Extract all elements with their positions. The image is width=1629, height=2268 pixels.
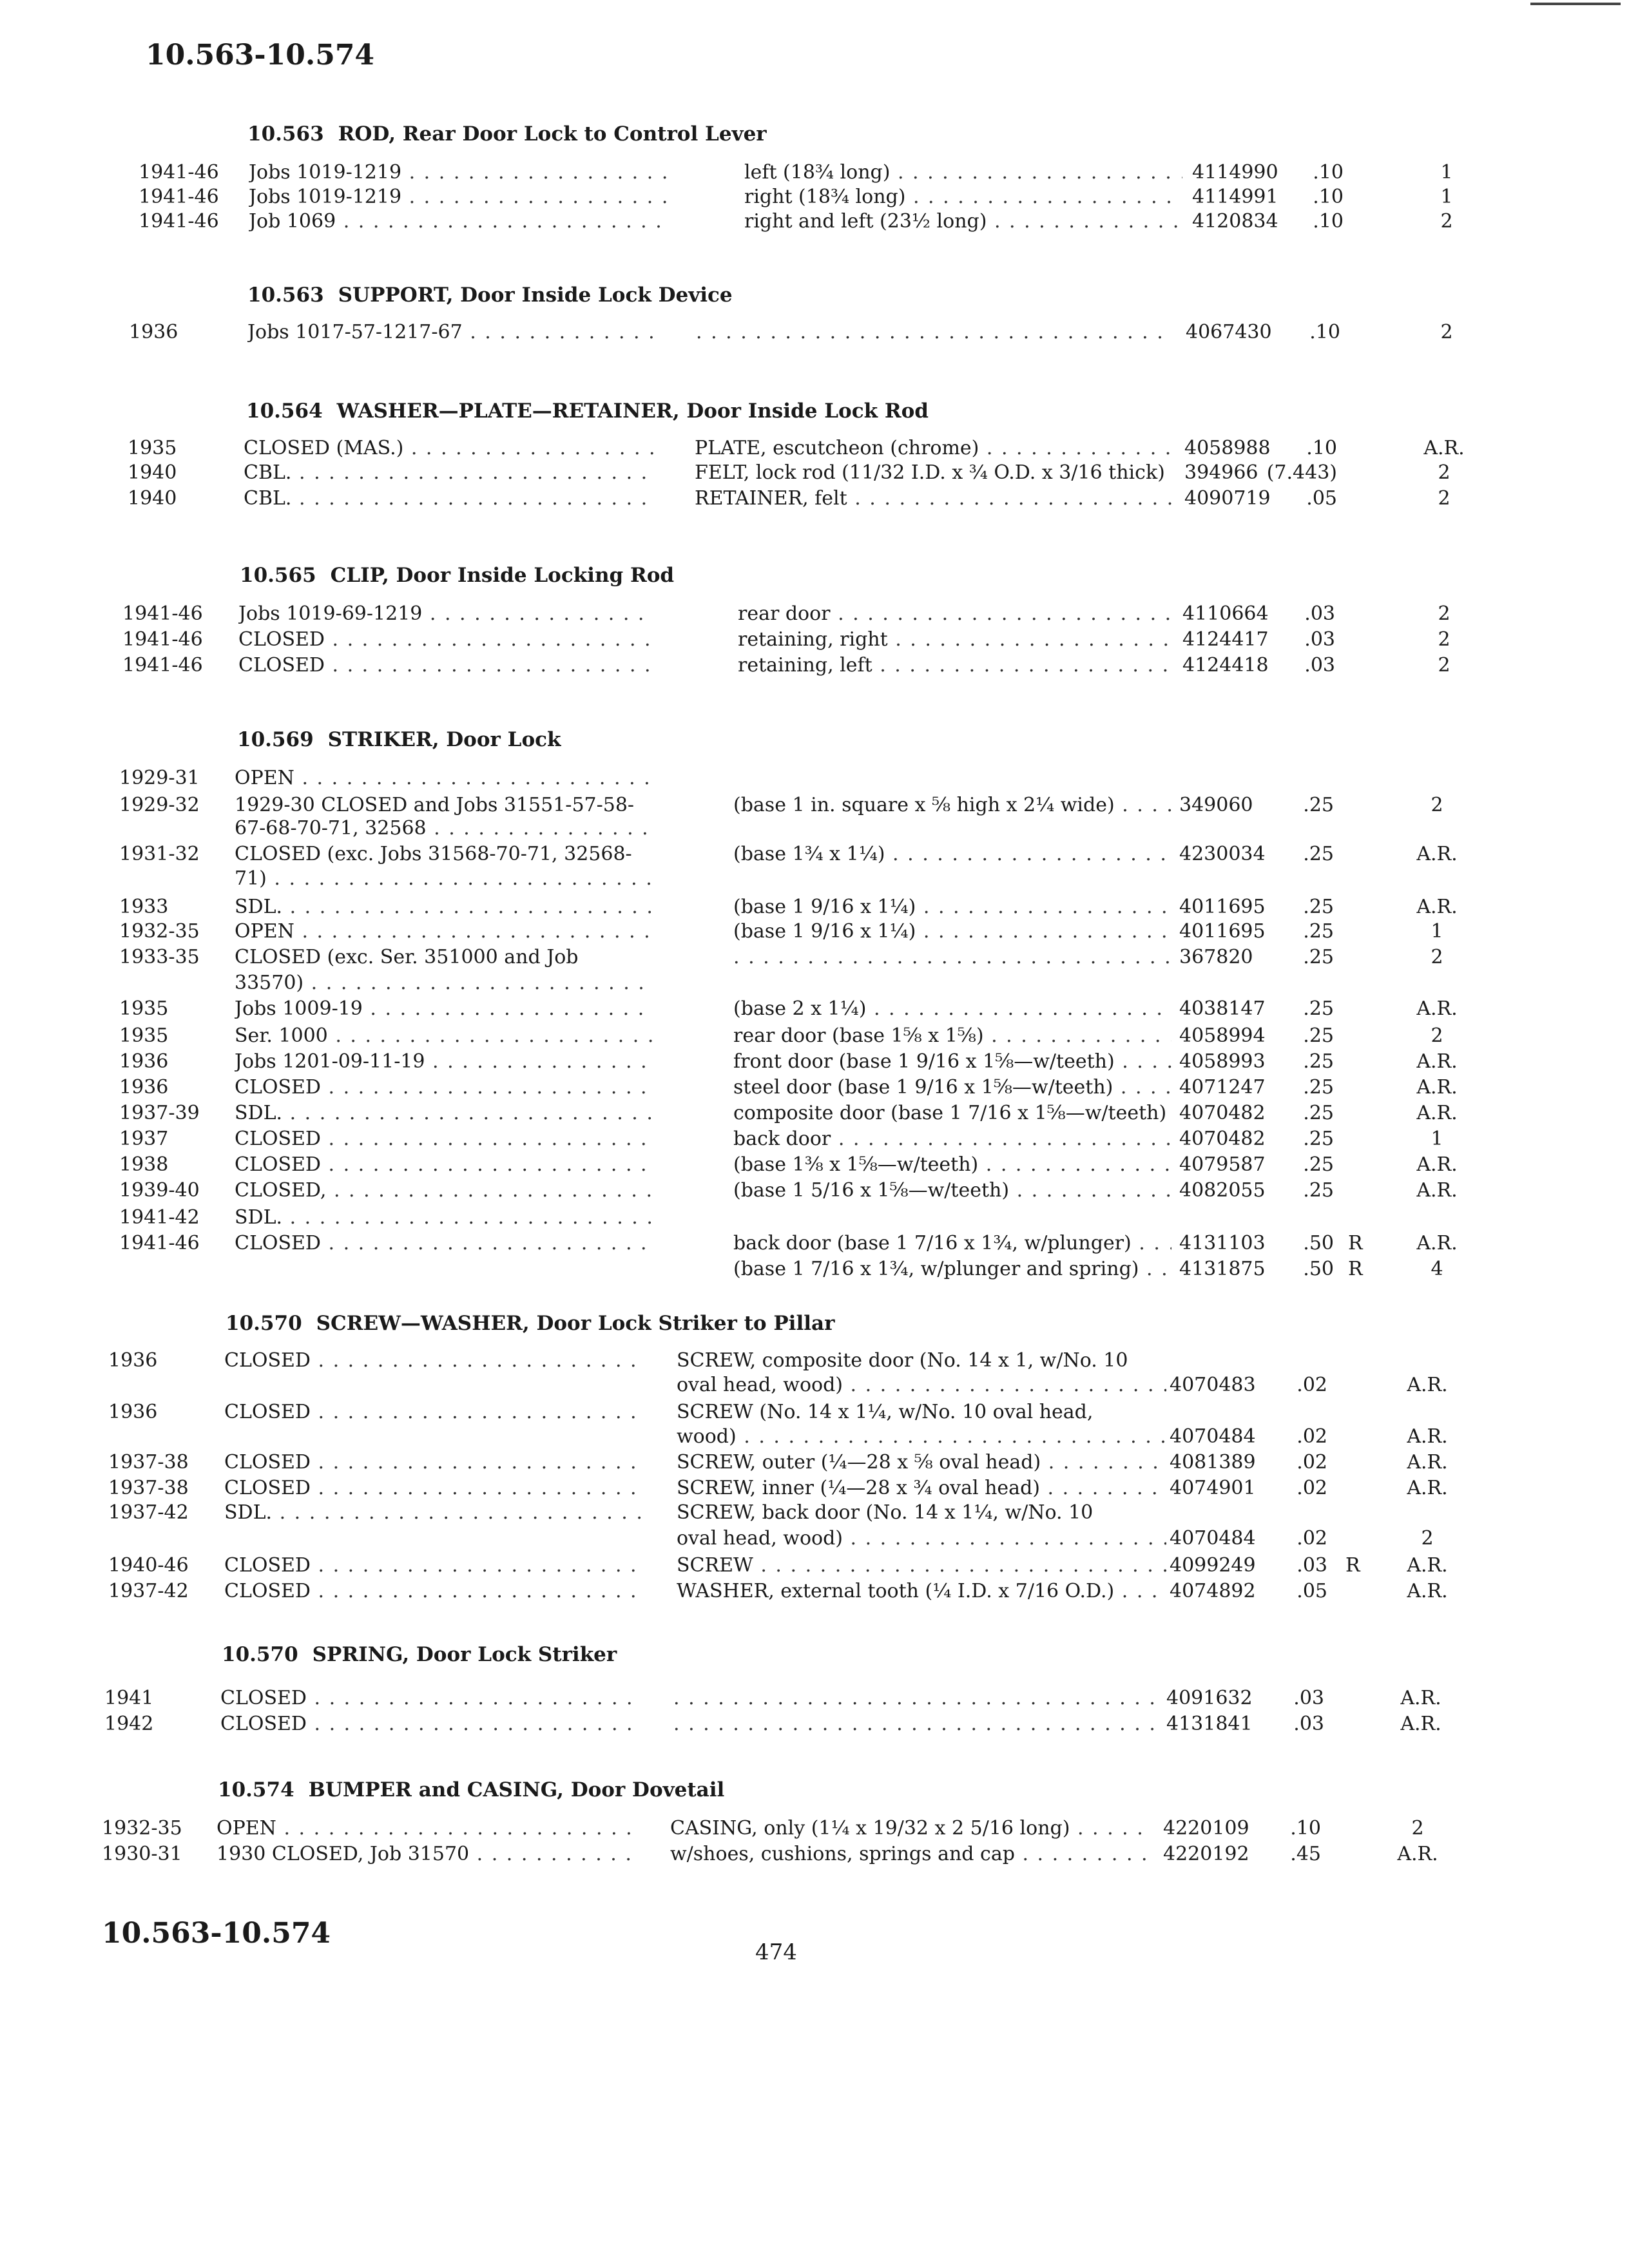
list-price: .02 bbox=[1296, 1425, 1327, 1448]
application: CLOSED (exc. Jobs 31568-70-71, 32568- bbox=[235, 843, 632, 865]
part-number: 4124417 bbox=[1182, 628, 1269, 651]
catalog-row bbox=[0, 1554, 1629, 1580]
application: Jobs 1019-1219 . . . bbox=[249, 161, 668, 184]
description bbox=[696, 321, 1173, 343]
part-number: 4131103 bbox=[1179, 1232, 1266, 1254]
list-price: (7.443) bbox=[1266, 461, 1337, 484]
list-price: .10 bbox=[1309, 321, 1340, 343]
list-price: .03 bbox=[1304, 654, 1335, 677]
quantity: 2 bbox=[1438, 487, 1451, 510]
quantity: 2 bbox=[1438, 628, 1451, 651]
model-year: 1941-46 bbox=[139, 161, 219, 184]
model-year: 1932-35 bbox=[102, 1817, 182, 1840]
description bbox=[673, 1713, 1163, 1735]
part-number: 4082055 bbox=[1179, 1179, 1266, 1202]
description: FELT, lock rod (11/32 I.D. x ¾ O.D. x 3/16 thick) . . . bbox=[695, 461, 1171, 484]
application: CLOSED . . . bbox=[235, 1128, 653, 1150]
model-year: 1941-42 bbox=[119, 1206, 200, 1229]
section-number: 10.570 bbox=[226, 1312, 302, 1335]
section-heading: WASHER—PLATE—RETAINER, Door Inside Lock Rod bbox=[336, 399, 929, 423]
application: CLOSED . . . bbox=[224, 1580, 643, 1602]
description: PLATE, escutcheon (chrome) . . . bbox=[695, 437, 1171, 459]
description: retaining, right . . . bbox=[738, 628, 1170, 651]
application: CLOSED . . . bbox=[238, 628, 651, 651]
model-year: 1936 bbox=[129, 321, 178, 343]
part-number: 4074892 bbox=[1170, 1580, 1256, 1602]
part-number: 4099249 bbox=[1170, 1554, 1256, 1577]
section-number: 10.564 bbox=[246, 399, 323, 423]
section-number: 10.563 bbox=[247, 284, 324, 307]
model-year: 1932-35 bbox=[119, 920, 200, 943]
description: front door (base 1 9/16 x 1⅝—w/teeth) . . . bbox=[733, 1050, 1171, 1073]
model-year: 1937-42 bbox=[108, 1580, 189, 1602]
list-price: .03 bbox=[1293, 1713, 1324, 1735]
section-title bbox=[222, 1643, 617, 1666]
model-year: 1940 bbox=[128, 461, 177, 484]
quantity: A.R. bbox=[1416, 1076, 1458, 1099]
part-number: 4070484 bbox=[1170, 1425, 1256, 1448]
list-price: .45 bbox=[1290, 1843, 1321, 1865]
description: left (18¾ long) . . . bbox=[744, 161, 1182, 184]
quantity: 1 bbox=[1440, 161, 1453, 184]
part-number: 4067430 bbox=[1186, 321, 1272, 343]
list-price: .03 bbox=[1296, 1554, 1327, 1577]
application: CBL. . . . bbox=[244, 487, 656, 510]
page-number: 474 bbox=[755, 1939, 797, 1965]
catalog-row bbox=[0, 997, 1629, 1023]
part-number: 4058988 bbox=[1184, 437, 1271, 459]
catalog-row bbox=[0, 1401, 1629, 1427]
section-number: 10.563 bbox=[247, 122, 324, 146]
quantity: A.R. bbox=[1416, 1179, 1458, 1202]
list-price: .50 bbox=[1303, 1258, 1334, 1280]
application: SDL. . . . bbox=[235, 1102, 653, 1124]
corner-rule bbox=[1530, 3, 1621, 5]
application: CLOSED . . . bbox=[238, 654, 651, 677]
list-price: .25 bbox=[1303, 1102, 1334, 1124]
list-price: .02 bbox=[1296, 1527, 1327, 1550]
catalog-row bbox=[0, 843, 1629, 869]
section-number: 10.570 bbox=[222, 1643, 298, 1666]
quantity: 2 bbox=[1438, 461, 1451, 484]
quantity: 4 bbox=[1431, 1258, 1443, 1280]
catalog-row bbox=[0, 946, 1629, 972]
description: (base 1¾ x 1¼) . . . bbox=[733, 843, 1171, 865]
price-flag: R bbox=[1348, 1258, 1363, 1280]
quantity: A.R. bbox=[1416, 1232, 1458, 1254]
part-number: 4220192 bbox=[1163, 1843, 1249, 1865]
section-title bbox=[240, 564, 674, 587]
application: SDL. . . . bbox=[235, 896, 653, 918]
catalog-row bbox=[0, 1232, 1629, 1258]
list-price: .25 bbox=[1303, 997, 1334, 1020]
application: Jobs 1009-19 . . . bbox=[235, 997, 653, 1020]
catalog-row bbox=[0, 920, 1629, 946]
description bbox=[733, 946, 1171, 968]
part-number: 4131841 bbox=[1166, 1713, 1253, 1735]
description: retaining, left . . . bbox=[738, 654, 1170, 677]
catalog-row bbox=[0, 321, 1629, 347]
model-year: 1936 bbox=[108, 1349, 158, 1372]
catalog-row bbox=[0, 1687, 1629, 1713]
application: CLOSED . . . bbox=[235, 1153, 653, 1176]
quantity: A.R. bbox=[1416, 843, 1458, 865]
description: steel door (base 1 9/16 x 1⅝—w/teeth) . . . bbox=[733, 1076, 1171, 1099]
model-year: 1931-32 bbox=[119, 843, 200, 865]
description: rear door (base 1⅝ x 1⅝) . . . bbox=[733, 1024, 1171, 1047]
list-price: .10 bbox=[1306, 437, 1337, 459]
quantity: A.R. bbox=[1416, 1102, 1458, 1124]
quantity: A.R. bbox=[1407, 1554, 1448, 1577]
model-year: 1936 bbox=[108, 1401, 158, 1423]
quantity: 1 bbox=[1431, 920, 1443, 943]
catalog-row bbox=[0, 461, 1629, 487]
description: right and left (23½ long) . . . bbox=[744, 210, 1182, 233]
catalog-row bbox=[0, 1153, 1629, 1179]
application: CLOSED . . . bbox=[224, 1477, 643, 1499]
catalog-row bbox=[0, 1580, 1629, 1606]
model-year: 1930-31 bbox=[102, 1843, 182, 1865]
application: 33570) . . . bbox=[235, 972, 653, 994]
description: SCREW . . . bbox=[677, 1554, 1166, 1577]
description: (base 1 7/16 x 1¾, w/plunger and spring) . . . bbox=[733, 1258, 1171, 1280]
description: SCREW, inner (¼—28 x ¾ oval head) . . . bbox=[677, 1477, 1166, 1499]
application: SDL. . . . bbox=[224, 1501, 643, 1524]
application: OPEN . . . bbox=[235, 920, 653, 943]
part-number: 4058993 bbox=[1179, 1050, 1266, 1073]
part-number: 4220109 bbox=[1163, 1817, 1249, 1840]
section-title bbox=[246, 399, 929, 423]
list-price: .25 bbox=[1303, 794, 1334, 816]
part-number: 4079587 bbox=[1179, 1153, 1266, 1176]
catalog-row bbox=[0, 1179, 1629, 1205]
quantity: A.R. bbox=[1407, 1374, 1448, 1396]
description: right (18¾ long) . . . bbox=[744, 186, 1182, 208]
description: (base 1 in. square x ⅝ high x 2¼ wide) . . . bbox=[733, 794, 1171, 816]
application: Jobs 1201-09-11-19 . . . bbox=[235, 1050, 653, 1073]
model-year: 1933-35 bbox=[119, 946, 200, 968]
catalog-row bbox=[0, 1374, 1629, 1399]
application: CLOSED . . . bbox=[220, 1687, 639, 1709]
section-heading: STRIKER, Door Lock bbox=[327, 728, 561, 751]
list-price: .50 bbox=[1303, 1232, 1334, 1254]
description: CASING, only (1¼ x 19/32 x 2 5/16 long) . . . bbox=[670, 1817, 1147, 1840]
description: composite door (base 1 7/16 x 1⅝—w/teeth) . . . bbox=[733, 1102, 1171, 1124]
list-price: .25 bbox=[1303, 896, 1334, 918]
model-year: 1935 bbox=[119, 997, 169, 1020]
section-number: 10.565 bbox=[240, 564, 316, 587]
catalog-row bbox=[0, 1527, 1629, 1553]
list-price: .03 bbox=[1293, 1687, 1324, 1709]
description: oval head, wood) . . . bbox=[677, 1527, 1166, 1550]
part-number: 4038147 bbox=[1179, 997, 1266, 1020]
page-footer-range: 10.563-10.574 bbox=[102, 1917, 331, 1950]
quantity: 2 bbox=[1438, 654, 1451, 677]
catalog-row bbox=[0, 1817, 1629, 1843]
quantity: A.R. bbox=[1397, 1843, 1438, 1865]
part-number: 349060 bbox=[1179, 794, 1253, 816]
catalog-row bbox=[0, 628, 1629, 654]
catalog-row bbox=[0, 654, 1629, 680]
list-price: .25 bbox=[1303, 843, 1334, 865]
model-year: 1937-38 bbox=[108, 1477, 189, 1499]
catalog-row bbox=[0, 794, 1629, 820]
description: SCREW, back door (No. 14 x 1¼, w/No. 10 bbox=[677, 1501, 1094, 1524]
list-price: .25 bbox=[1303, 1024, 1334, 1047]
quantity: 1 bbox=[1431, 1128, 1443, 1150]
part-number: 4070483 bbox=[1170, 1374, 1256, 1396]
list-price: .10 bbox=[1313, 186, 1344, 208]
model-year: 1935 bbox=[119, 1024, 169, 1047]
application: CLOSED . . . bbox=[224, 1349, 643, 1372]
application: SDL. . . . bbox=[235, 1206, 653, 1229]
catalog-row bbox=[0, 1477, 1629, 1503]
application: 1929-30 CLOSED and Jobs 31551-57-58- bbox=[235, 794, 635, 816]
description: oval head, wood) . . . bbox=[677, 1374, 1166, 1396]
model-year: 1933 bbox=[119, 896, 169, 918]
model-year: 1935 bbox=[128, 437, 177, 459]
catalog-row bbox=[0, 972, 1629, 997]
description bbox=[673, 1687, 1163, 1709]
catalog-row bbox=[0, 1713, 1629, 1738]
description: wood) . . . bbox=[677, 1425, 1166, 1448]
description: (base 1 5/16 x 1⅝—w/teeth) . . . bbox=[733, 1179, 1171, 1202]
application: CLOSED . . . bbox=[224, 1401, 643, 1423]
application: CLOSED . . . bbox=[220, 1713, 639, 1735]
section-title bbox=[237, 728, 561, 751]
catalog-row bbox=[0, 210, 1629, 236]
part-number: 4230034 bbox=[1179, 843, 1266, 865]
application: CLOSED (exc. Ser. 351000 and Job bbox=[235, 946, 579, 968]
application: CLOSED . . . bbox=[235, 1076, 653, 1099]
catalog-row bbox=[0, 1102, 1629, 1128]
list-price: .25 bbox=[1303, 920, 1334, 943]
part-number: 4070482 bbox=[1179, 1102, 1266, 1124]
list-price: .02 bbox=[1296, 1477, 1327, 1499]
catalog-row bbox=[0, 1843, 1629, 1869]
application: Ser. 1000 . . . bbox=[235, 1024, 653, 1047]
section-heading: SCREW—WASHER, Door Lock Striker to Pillar bbox=[316, 1312, 835, 1335]
application: Jobs 1017-57-1217-67 . . . bbox=[247, 321, 660, 343]
application: 71) . . . bbox=[235, 867, 653, 890]
quantity: A.R. bbox=[1423, 437, 1465, 459]
part-number: 4110664 bbox=[1182, 602, 1269, 625]
part-number: 4120834 bbox=[1192, 210, 1278, 233]
part-number: 4114990 bbox=[1192, 161, 1278, 184]
section-heading: CLIP, Door Inside Locking Rod bbox=[330, 564, 675, 587]
description: rear door . . . bbox=[738, 602, 1170, 625]
part-number: 4131875 bbox=[1179, 1258, 1266, 1280]
price-flag: R bbox=[1345, 1554, 1360, 1577]
quantity: 2 bbox=[1431, 794, 1443, 816]
application: 67-68-70-71, 32568 . . . bbox=[235, 817, 653, 840]
catalog-row bbox=[0, 1024, 1629, 1050]
part-number: 4091632 bbox=[1166, 1687, 1253, 1709]
quantity: A.R. bbox=[1407, 1425, 1448, 1448]
part-number: 4058994 bbox=[1179, 1024, 1266, 1047]
list-price: .03 bbox=[1304, 628, 1335, 651]
description: (base 2 x 1¼) . . . bbox=[733, 997, 1171, 1020]
application: CLOSED . . . bbox=[224, 1451, 643, 1474]
list-price: .25 bbox=[1303, 946, 1334, 968]
description: WASHER, external tooth (¼ I.D. x 7/16 O.D.) . . . bbox=[677, 1580, 1166, 1602]
section-number: 10.574 bbox=[218, 1778, 294, 1802]
list-price: .25 bbox=[1303, 1179, 1334, 1202]
quantity: A.R. bbox=[1400, 1687, 1441, 1709]
description: w/shoes, cushions, springs and cap . . . bbox=[670, 1843, 1147, 1865]
catalog-row bbox=[0, 1425, 1629, 1451]
list-price: .03 bbox=[1304, 602, 1335, 625]
part-number: 4070482 bbox=[1179, 1128, 1266, 1150]
application: CLOSED (MAS.) . . . bbox=[244, 437, 656, 459]
model-year: 1937-42 bbox=[108, 1501, 189, 1524]
model-year: 1937-38 bbox=[108, 1451, 189, 1474]
section-heading: BUMPER and CASING, Door Dovetail bbox=[308, 1778, 725, 1802]
section-title bbox=[218, 1778, 724, 1802]
catalog-row bbox=[0, 867, 1629, 893]
model-year: 1936 bbox=[119, 1076, 169, 1099]
catalog-row bbox=[0, 767, 1629, 793]
description: SCREW, outer (¼—28 x ⅝ oval head) . . . bbox=[677, 1451, 1166, 1474]
list-price: .05 bbox=[1296, 1580, 1327, 1602]
application: OPEN . . . bbox=[217, 1817, 642, 1840]
quantity: 2 bbox=[1431, 1024, 1443, 1047]
price-flag: R bbox=[1348, 1232, 1363, 1254]
catalog-row bbox=[0, 1050, 1629, 1076]
section-title bbox=[247, 284, 733, 307]
catalog-row bbox=[0, 161, 1629, 187]
part-number: 4124418 bbox=[1182, 654, 1269, 677]
list-price: .10 bbox=[1313, 161, 1344, 184]
part-number: 4114991 bbox=[1192, 186, 1278, 208]
part-number: 4090719 bbox=[1184, 487, 1271, 510]
page-header-range: 10.563-10.574 bbox=[146, 39, 375, 72]
list-price: .25 bbox=[1303, 1050, 1334, 1073]
model-year: 1937 bbox=[119, 1128, 169, 1150]
part-number: 4074901 bbox=[1170, 1477, 1256, 1499]
section-heading: ROD, Rear Door Lock to Control Lever bbox=[338, 122, 767, 146]
part-number: 4011695 bbox=[1179, 920, 1266, 943]
catalog-row bbox=[0, 602, 1629, 628]
model-year: 1938 bbox=[119, 1153, 169, 1176]
description: (base 1 9/16 x 1¼) . . . bbox=[733, 896, 1171, 918]
model-year: 1941-46 bbox=[139, 210, 219, 233]
model-year: 1941-46 bbox=[122, 602, 203, 625]
application: Jobs 1019-1219 . . . bbox=[249, 186, 668, 208]
list-price: .25 bbox=[1303, 1128, 1334, 1150]
quantity: A.R. bbox=[1416, 1050, 1458, 1073]
description: (base 1 9/16 x 1¼) . . . bbox=[733, 920, 1171, 943]
part-number: 4081389 bbox=[1170, 1451, 1256, 1474]
model-year: 1939-40 bbox=[119, 1179, 200, 1202]
quantity: 2 bbox=[1411, 1817, 1424, 1840]
application: CBL. . . . bbox=[244, 461, 656, 484]
catalog-row bbox=[0, 1451, 1629, 1477]
catalog-row bbox=[0, 896, 1629, 921]
quantity: 2 bbox=[1431, 946, 1443, 968]
part-number: 4070484 bbox=[1170, 1527, 1256, 1550]
application: OPEN . . . bbox=[235, 767, 653, 789]
quantity: 2 bbox=[1440, 321, 1453, 343]
catalog-row bbox=[0, 817, 1629, 843]
list-price: .05 bbox=[1306, 487, 1337, 510]
model-year: 1941-46 bbox=[139, 186, 219, 208]
model-year: 1937-39 bbox=[119, 1102, 200, 1124]
model-year: 1929-32 bbox=[119, 794, 200, 816]
list-price: .10 bbox=[1313, 210, 1344, 233]
catalog-row bbox=[0, 1128, 1629, 1153]
catalog-row bbox=[0, 186, 1629, 211]
section-title bbox=[226, 1312, 834, 1335]
application: CLOSED . . . bbox=[235, 1232, 653, 1254]
model-year: 1941-46 bbox=[119, 1232, 200, 1254]
model-year: 1941-46 bbox=[122, 654, 203, 677]
quantity: 2 bbox=[1438, 602, 1451, 625]
description: RETAINER, felt . . . bbox=[695, 487, 1171, 510]
quantity: A.R. bbox=[1400, 1713, 1441, 1735]
list-price: .02 bbox=[1296, 1374, 1327, 1396]
section-heading: SUPPORT, Door Inside Lock Device bbox=[338, 284, 733, 307]
application: CLOSED . . . bbox=[224, 1554, 643, 1577]
catalog-row bbox=[0, 1258, 1629, 1283]
quantity: A.R. bbox=[1416, 1153, 1458, 1176]
quantity: 2 bbox=[1440, 210, 1453, 233]
section-heading: SPRING, Door Lock Striker bbox=[312, 1643, 617, 1666]
application: Job 1069 . . . bbox=[249, 210, 668, 233]
quantity: A.R. bbox=[1407, 1580, 1448, 1602]
model-year: 1942 bbox=[104, 1713, 154, 1735]
quantity: A.R. bbox=[1407, 1451, 1448, 1474]
list-price: .02 bbox=[1296, 1451, 1327, 1474]
application: CLOSED, . . . bbox=[235, 1179, 653, 1202]
list-price: .10 bbox=[1290, 1817, 1321, 1840]
catalog-row bbox=[0, 1349, 1629, 1375]
quantity: A.R. bbox=[1416, 997, 1458, 1020]
description: back door . . . bbox=[733, 1128, 1171, 1150]
part-number: 394966 bbox=[1184, 461, 1258, 484]
catalog-row bbox=[0, 1501, 1629, 1527]
quantity: A.R. bbox=[1407, 1477, 1448, 1499]
description: back door (base 1 7/16 x 1¾, w/plunger) . . . bbox=[733, 1232, 1171, 1254]
catalog-row bbox=[0, 487, 1629, 513]
description: SCREW, composite door (No. 14 x 1, w/No. 10 bbox=[677, 1349, 1128, 1372]
section-number: 10.569 bbox=[237, 728, 314, 751]
catalog-row bbox=[0, 1206, 1629, 1232]
list-price: .25 bbox=[1303, 1076, 1334, 1099]
description: (base 1⅜ x 1⅝—w/teeth) . . . bbox=[733, 1153, 1171, 1176]
quantity: 2 bbox=[1421, 1527, 1434, 1550]
model-year: 1936 bbox=[119, 1050, 169, 1073]
model-year: 1929-31 bbox=[119, 767, 200, 789]
description: SCREW (No. 14 x 1¼, w/No. 10 oval head, bbox=[677, 1401, 1094, 1423]
application: Jobs 1019-69-1219 . . . bbox=[238, 602, 651, 625]
model-year: 1941 bbox=[104, 1687, 154, 1709]
quantity: 1 bbox=[1440, 186, 1453, 208]
section-title bbox=[247, 122, 767, 146]
list-price: .25 bbox=[1303, 1153, 1334, 1176]
part-number: 4071247 bbox=[1179, 1076, 1266, 1099]
catalog-row bbox=[0, 437, 1629, 463]
catalog-row bbox=[0, 1076, 1629, 1102]
part-number: 4011695 bbox=[1179, 896, 1266, 918]
model-year: 1940 bbox=[128, 487, 177, 510]
model-year: 1941-46 bbox=[122, 628, 203, 651]
quantity: A.R. bbox=[1416, 896, 1458, 918]
application: 1930 CLOSED, Job 31570 . . . bbox=[217, 1843, 642, 1865]
part-number: 367820 bbox=[1179, 946, 1253, 968]
model-year: 1940-46 bbox=[108, 1554, 189, 1577]
